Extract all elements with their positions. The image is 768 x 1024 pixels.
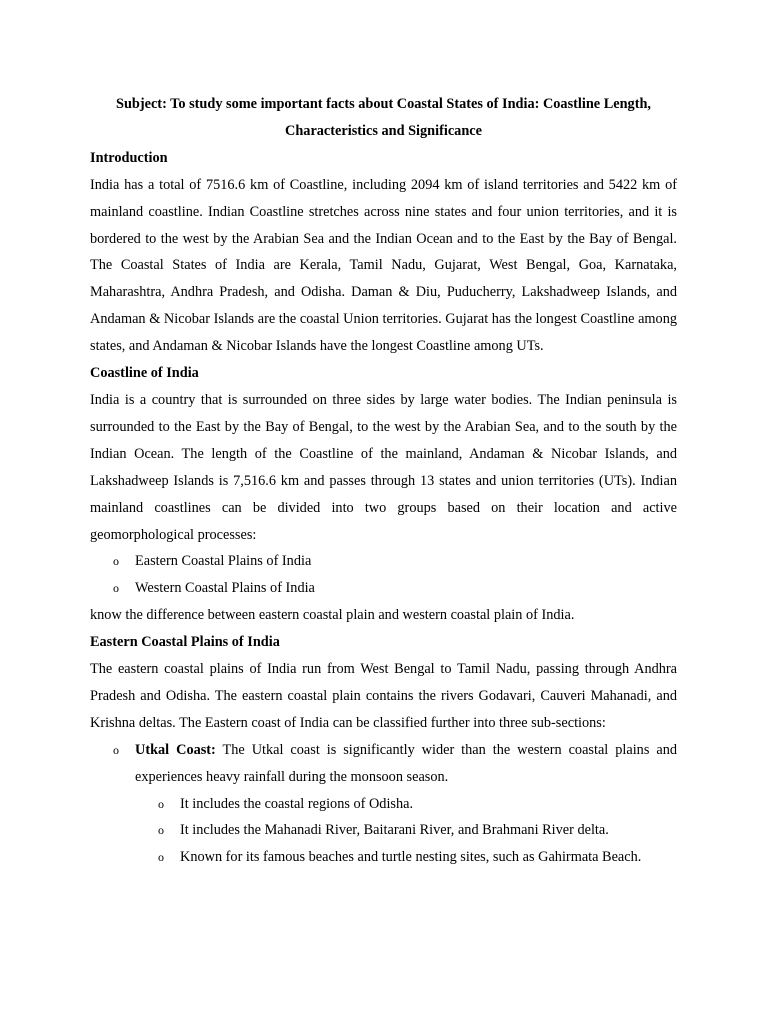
sub-list-item-text: It includes the coastal regions of Odisha. [180,795,414,812]
utkal-lead: Utkal Coast: [135,741,216,758]
list-item-utkal [90,737,677,791]
eastern-subsections-list [90,737,677,791]
sub-list-item [90,817,677,844]
sub-list-item-text: It includes the Mahanadi River, Baitarani River, and Brahmani River delta. [180,822,609,839]
sub-list-item [90,791,677,818]
bullet-icon: o [113,742,119,757]
paragraph-difference: know the difference between eastern coastal plain and western coastal plain of India. [90,607,575,624]
bullet-icon: o [158,850,164,865]
bullet-icon: o [158,796,164,811]
list-item [90,575,677,602]
paragraph-eastern: The eastern coastal plains of India run from West Bengal to Tamil Nadu, passing through Andhra Pradesh and Odisha. The eastern coastal plain contains the rivers Godavari, Cauveri Mahanadi, and Krishna deltas. The Eastern coast of India can be classified further into three sub-sections: [90,661,677,731]
bullet-icon: o [158,823,164,838]
heading-eastern: Eastern Coastal Plains of India [90,634,280,651]
sub-list-item-text: Known for its famous beaches and turtle nesting sites, such as Gahirmata Beach. [180,849,642,866]
coastal-plains-list [90,548,677,602]
document-title: Subject: To study some important facts about Coastal States of India: Coastline Length, Characteristics and Significance [116,96,651,139]
paragraph-coastline: India is a country that is surrounded on three sides by large water bodies. The Indian peninsula is surrounded to the East by the Bay of Bengal, to the west by the Arabian Sea, and to the south by the Indian Ocean. The length of the Coastline of the mainland, Andaman & Nicobar Islands, and Lakshadweep Islands is 7,516.6 km and passes through 13 states and union territories (UTs). Indian mainland coastlines can be divided into two groups based on their location and active geomorphological processes: [90,391,677,543]
list-item-text: Western Coastal Plains of India [135,580,315,597]
heading-coastline: Coastline of India [90,365,199,382]
heading-introduction: Introduction [90,149,168,166]
utkal-text: The Utkal coast is significantly wider than the western coastal plains and experiences heavy rainfall during the monsoon season. [135,741,677,785]
paragraph-introduction: India has a total of 7516.6 km of Coastline, including 2094 km of island territories and 5422 km of mainland coastline. Indian Coastline stretches across nine states and four union territories, and it is bordered to the west by the Arabian Sea and the Indian Ocean and to the East by the Bay of Bengal. The Coastal States of India are Kerala, Tamil Nadu, Gujarat, West Bengal, Goa, Karnataka, Maharashtra, Andhra Pradesh, and Odisha. Daman & Diu, Puducherry, Lakshadweep Islands, and Andaman & Nicobar Islands are the coastal Union territories. Gujarat has the longest Coastline among states, and Andaman & Nicobar Islands have the longest Coastline among UTs. [90,176,677,355]
utkal-details-list [90,791,677,872]
list-item-text: Eastern Coastal Plains of India [135,553,312,570]
sub-list-item [90,844,677,871]
bullet-icon: o [113,581,119,596]
list-item [90,548,677,575]
bullet-icon: o [113,554,119,569]
document-page [90,91,677,871]
